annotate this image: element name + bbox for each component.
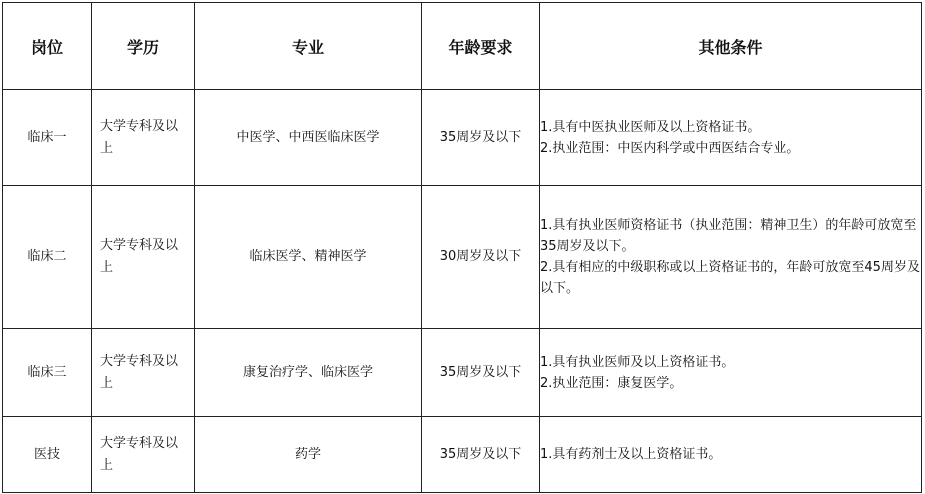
education-cell [92,329,195,417]
other-conditions-cell [540,329,922,417]
education-text: 大学专科及以上 [100,118,179,156]
condition-item: 1.具有执业医师及以上资格证书。 [540,354,735,370]
education-cell [92,90,195,186]
position-cell: 临床二 [3,186,92,329]
major-cell: 临床医学、精神医学 [195,186,422,329]
header-age: 年龄要求 [422,3,540,90]
position-cell: 医技 [3,417,92,493]
table-row [3,186,922,329]
other-conditions-cell [540,417,922,493]
major-cell: 康复治疗学、临床医学 [195,329,422,417]
education-cell [92,186,195,329]
position-cell: 临床一 [3,90,92,186]
major-cell: 药学 [195,417,422,493]
header-major: 专业 [195,3,422,90]
age-cell: 35周岁及以下 [422,329,540,417]
header-other-conditions: 其他条件 [540,3,922,90]
condition-item: 1.具有执业医师资格证书（执业范围：精神卫生）的年龄可放宽至35周岁及以下。 [540,218,917,254]
header-position: 岗位 [3,3,92,90]
recruitment-table [2,2,922,493]
header-row [3,3,922,90]
table-row [3,90,922,186]
age-cell: 30周岁及以下 [422,186,540,329]
condition-item: 2.执业范围：中医内科学或中西医结合专业。 [540,140,800,156]
age-cell: 35周岁及以下 [422,417,540,493]
education-cell [92,417,195,493]
header-education: 学历 [92,3,195,90]
table-row [3,329,922,417]
condition-item: 2.具有相应的中级职称或以上资格证书的，年龄可放宽至45周岁及以下。 [540,260,920,296]
table-row [3,417,922,493]
other-conditions-cell [540,90,922,186]
condition-item: 1.具有药剂士及以上资格证书。 [540,447,722,462]
education-text: 大学专科及以上 [100,435,179,473]
position-cell: 临床三 [3,329,92,417]
education-text: 大学专科及以上 [100,238,179,275]
age-cell: 35周岁及以下 [422,90,540,186]
education-text: 大学专科及以上 [100,353,179,391]
major-cell: 中医学、中西医临床医学 [195,90,422,186]
condition-item: 2.执业范围：康复医学。 [540,375,683,391]
other-conditions-cell [540,186,922,329]
condition-item: 1.具有中医执业医师及以上资格证书。 [540,119,761,135]
